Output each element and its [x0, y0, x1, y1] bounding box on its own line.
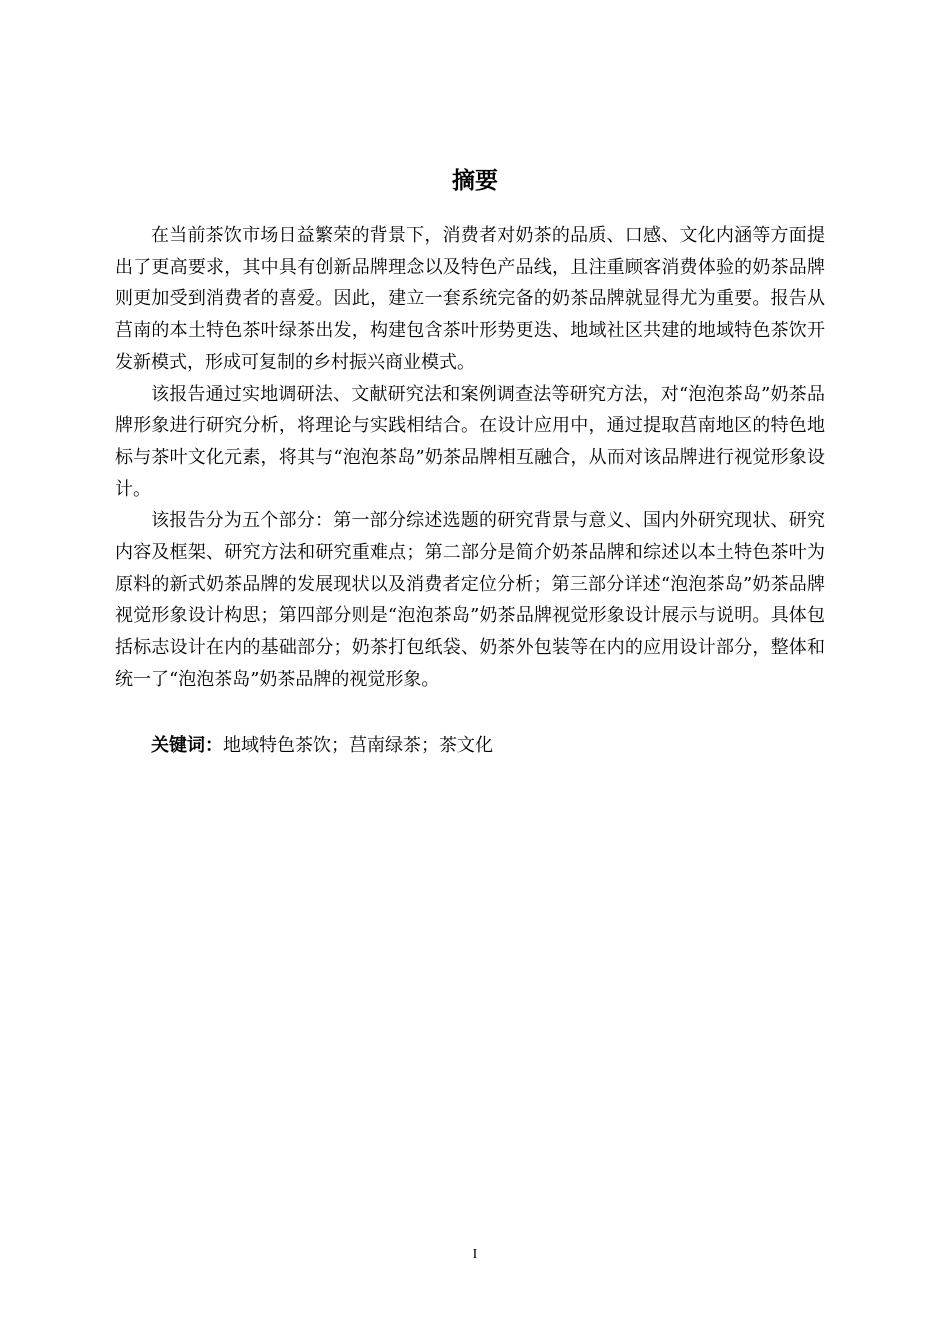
keywords-line — [151, 732, 493, 760]
abstract-paragraph-1: 在当前茶饮市场日益繁荣的背景下，消费者对奶茶的品质、口感、文化内涵等方面提出了更高要求，其中具有创新品牌理念以及特色产品线，且注重顾客消费体验的奶茶品牌则更加受到消费者的喜爱。因此，建立一套系统完备的奶茶品牌就显得尤为重要。报告从莒南的本土特色茶叶绿茶出发，构建包含茶叶形势更迭、地域社区共建的地域特色茶饮开发新模式，形成可复制的乡村振兴商业模式。 — [115, 225, 825, 373]
abstract-paragraph-2: 该报告通过实地调研法、文献研究法和案例调查法等研究方法，对“泡泡茶岛”奶茶品牌形象进行研究分析，将理论与实践相结合。在设计应用中，通过提取莒南地区的特色地标与茶叶文化元素，将其与“泡泡茶岛”奶茶品牌相互融合，从而对该品牌进行视觉形象设计。 — [115, 383, 825, 500]
abstract-title: 摘要 — [452, 168, 498, 194]
abstract-body — [115, 220, 825, 696]
page-number: I — [472, 1247, 478, 1262]
keywords-label: 关键词： — [151, 735, 223, 756]
keywords-value: 地域特色茶饮；莒南绿茶；茶文化 — [223, 735, 493, 756]
abstract-paragraph-3: 该报告分为五个部分：第一部分综述选题的研究背景与意义、国内外研究现状、研究内容及框架、研究方法和研究重难点；第二部分是简介奶茶品牌和综述以本土特色茶叶为原料的新式奶茶品牌的发展现状以及消费者定位分析；第三部分详述“泡泡茶岛”奶茶品牌视觉形象设计构思；第四部分则是“泡泡茶岛”奶茶品牌视觉形象设计展示与说明。具体包括标志设计在内的基础部分；奶茶打包纸袋、奶茶外包装等在内的应用设计部分，整体和统一了“泡泡茶岛”奶茶品牌的视觉形象。 — [115, 510, 825, 690]
